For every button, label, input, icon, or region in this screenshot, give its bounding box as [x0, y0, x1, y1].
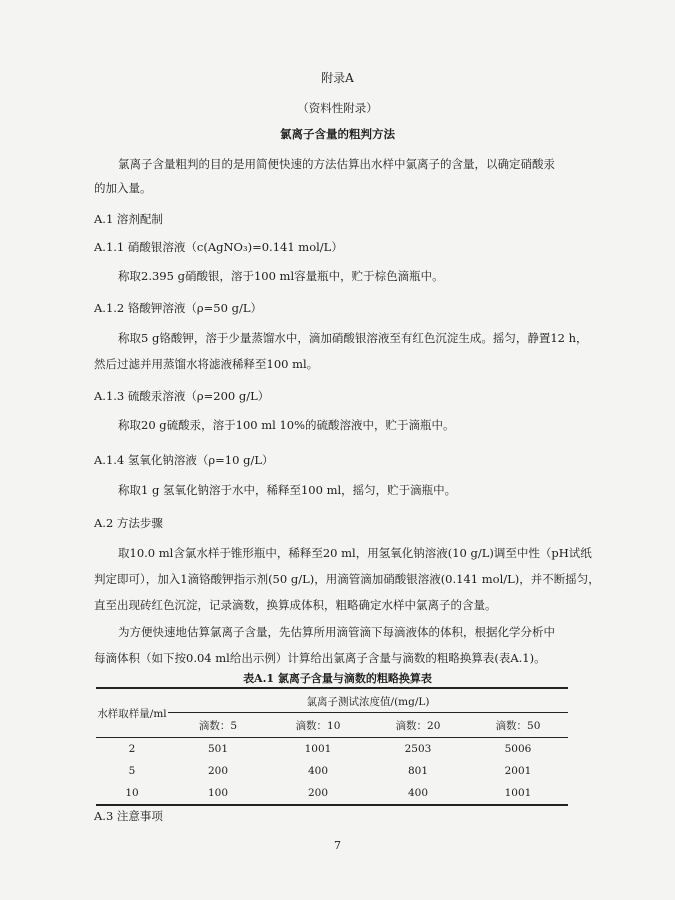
intro-line-2: 的加入量。	[94, 181, 152, 195]
section-a11-body: 称取2.395 g硝酸银，溶于100 ml容量瓶中，贮于棕色滴瓶中。	[118, 269, 444, 283]
section-a2-p1-line-2: 判定即可），加入1滴铬酸钾指示剂(50 g/L)，用滴管滴加硝酸银溶液(0.141 mol/L)，并不断摇匀，	[94, 572, 600, 586]
appendix-heading: 氯离子含量的粗判方法	[280, 127, 395, 141]
page-number: 7	[334, 839, 341, 852]
table-bottom-rule	[96, 804, 568, 806]
cell-value: 501	[207, 743, 229, 755]
header-concentration: 氯离子测试浓度值/(mg/L)	[306, 695, 430, 708]
appendix-title: 附录A	[321, 71, 354, 85]
header-sample-volume: 水样取样量/ml	[97, 708, 167, 720]
cell-sample: 10	[125, 787, 139, 799]
conversion-table	[96, 689, 568, 804]
section-a11-heading: A.1.1 硝酸银溶液（c(AgNO₃)=0.141 mol/L）	[94, 240, 343, 254]
cell-value: 5006	[504, 743, 532, 755]
cell-value: 400	[307, 765, 329, 777]
section-a14-body: 称取1 g 氢氧化钠溶于水中，稀释至100 ml，摇匀，贮于滴瓶中。	[118, 483, 457, 497]
cell-sample: 2	[128, 743, 136, 755]
section-a12-heading: A.1.2 铬酸钾溶液（ρ=50 g/L）	[94, 301, 262, 315]
section-a2-p1-line-1: 取10.0 ml含氯水样于锥形瓶中，稀释至20 ml，用氢氧化钠溶液(10 g/L)调至中性（pH试纸	[118, 546, 592, 560]
cell-value: 2503	[404, 743, 432, 755]
cell-value: 200	[307, 787, 329, 799]
cell-value: 1001	[304, 743, 332, 755]
section-a13-heading: A.1.3 硫酸汞溶液（ρ=200 g/L）	[94, 389, 270, 403]
section-a2-heading: A.2 方法步骤	[94, 516, 163, 530]
section-a2-p2-line-1: 为方便快速地估算氯离子含量，先估算所用滴管滴下每滴液体的体积，根据化学分析中	[118, 625, 555, 639]
table-row	[96, 782, 568, 804]
section-a3-heading: A.3 注意事项	[94, 809, 163, 823]
section-a12-body-1: 称取5 g铬酸钾，溶于少量蒸馏水中，滴加硝酸银溶液至有红色沉淀生成。摇匀，静置12 h，	[118, 331, 588, 345]
section-a13-body: 称取20 g硫酸汞，溶于100 ml 10%的硫酸溶液中，贮于滴瓶中。	[118, 418, 455, 432]
header-drops: 滴数：50	[495, 720, 541, 732]
cell-value: 801	[407, 765, 429, 777]
cell-sample: 5	[128, 765, 136, 777]
section-a12-body-2: 然后过滤并用蒸馏水将滤液稀释至100 ml。	[94, 357, 319, 371]
cell-value: 2001	[504, 765, 532, 777]
cell-value: 100	[207, 787, 229, 799]
section-a14-heading: A.1.4 氢氧化钠溶液（ρ=10 g/L）	[94, 453, 274, 467]
header-drops: 滴数：20	[395, 720, 441, 732]
appendix-note: （资料性附录）	[297, 101, 378, 115]
cell-value: 400	[407, 787, 429, 799]
table-caption: 表A.1 氯离子含量与滴数的粗略换算表	[243, 672, 432, 685]
section-a2-p1-line-3: 直至出现砖红色沉淀，记录滴数，换算成体积，粗略确定水样中氯离子的含量。	[94, 598, 497, 612]
intro-line-1: 氯离子含量粗判的目的是用简便快速的方法估算出水样中氯离子的含量，以确定硝酸汞	[118, 157, 555, 171]
header-drops: 滴数：5	[198, 720, 238, 732]
header-drops: 滴数：10	[295, 720, 341, 732]
cell-value: 200	[207, 765, 229, 777]
section-a2-p2-line-2: 每滴体积（如下按0.04 ml给出示例）计算给出氯离子含量与滴数的粗略换算表(表A.1)。	[94, 651, 546, 665]
table-row	[96, 760, 568, 782]
section-a1-heading: A.1 溶剂配制	[94, 212, 163, 226]
table-row	[96, 738, 568, 760]
cell-value: 1001	[504, 787, 532, 799]
